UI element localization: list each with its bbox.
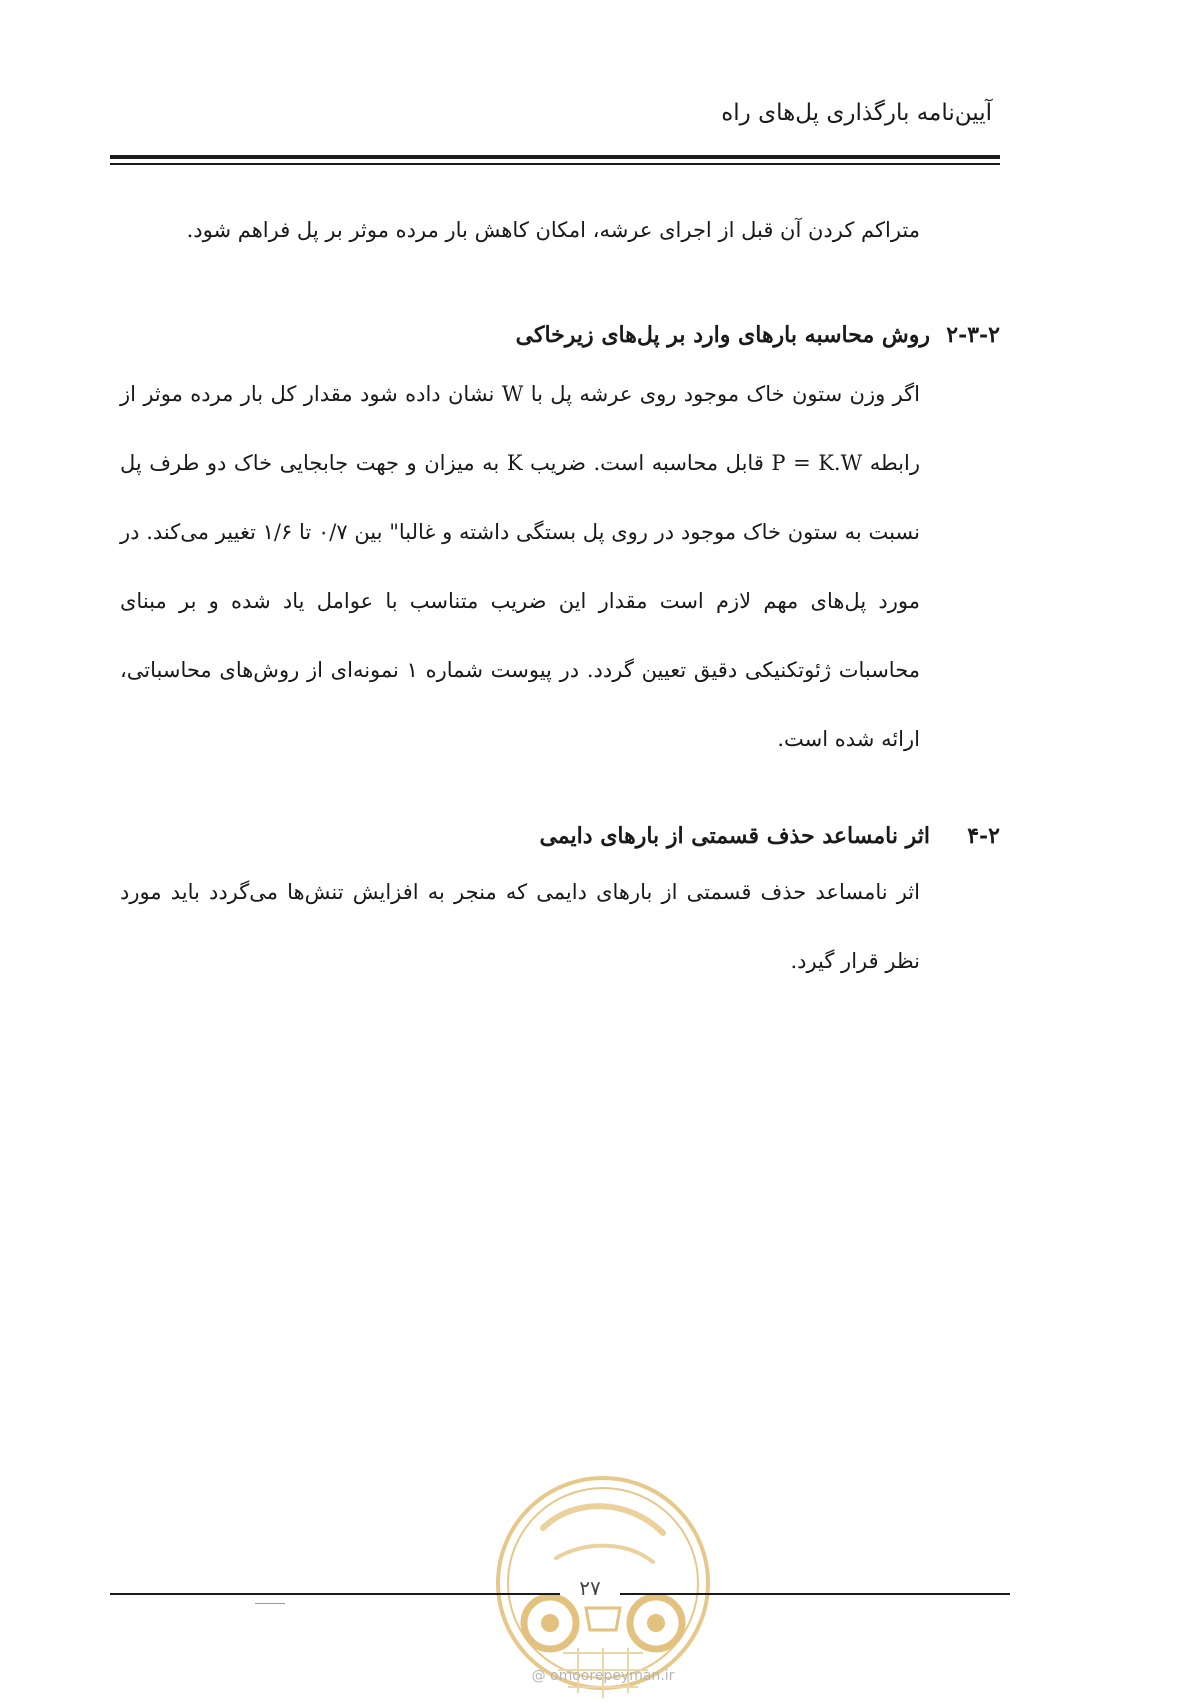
watermark-caption: @ omoorepeyman.ir <box>531 1668 675 1684</box>
page-number: ۲۷ <box>579 1576 601 1600</box>
section-body-paragraph: اگر وزن ستون خاک موجود روی عرشه پل با W نشان داده شود مقدار کل بار مرده موثر از رابطه P = K.W قابل محاسبه است. ضریب K به میزان و جهت جابجایی خاک دو طرف پل نسبت به ستون خاک موجود در روی پل بستگی داشته و غالبا" بین ۰/۷ تا ۱/۶ تغییر می‌کند. در مورد پل‌های مهم لازم است مقدار این ضریب متناسب با عوامل یاد شده و بر مبنای محاسبات ژئوتکنیکی دقیق تعیین گردد. در پیوست شماره ۱ نمونه‌ای از روش‌های محاسباتی، ارائه شده است. <box>120 382 920 751</box>
header-rule-thin <box>110 163 1000 165</box>
section-title: اثر نامساعد حذف قسمتی از بارهای دایمی <box>539 823 930 849</box>
section-heading-4-2 <box>539 823 1000 849</box>
section-title: روش محاسبه بارهای وارد بر پل‌های زیرخاکی <box>515 322 930 348</box>
header-rule-thick <box>110 155 1000 159</box>
footer-rule-right <box>620 1593 1010 1595</box>
footer-rule-left <box>110 1593 560 1595</box>
intro-paragraph: متراکم کردن آن قبل از اجرای عرشه، امکان کاهش بار مرده موثر بر پل فراهم شود. <box>186 218 920 242</box>
page-header-title: آیین‌نامه بارگذاری پل‌های راه <box>721 100 992 126</box>
section-body-paragraph: اثر نامساعد حذف قسمتی از بارهای دایمی که منجر به افزایش تنش‌ها می‌گردد باید مورد نظر قرار گیرد. <box>120 880 920 973</box>
section-number: ۲-۳-۲ <box>946 322 1000 348</box>
section-number: ۴-۲ <box>967 823 1000 849</box>
section-heading-2-3-2 <box>516 322 1000 348</box>
watermark-caption-text: omoorepeyman.ir <box>550 1668 675 1684</box>
footer-tick <box>255 1603 285 1604</box>
